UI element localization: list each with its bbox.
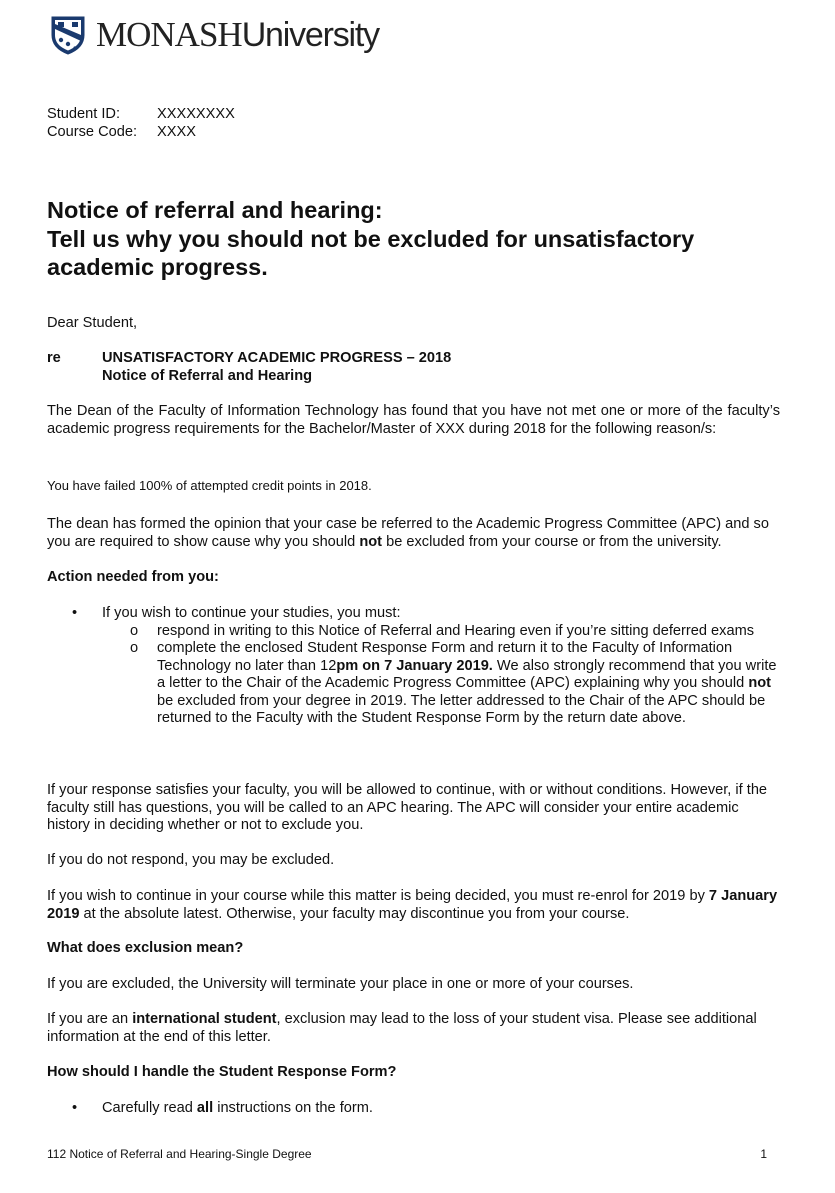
dean-text-a: The dean has formed the opinion that your case be referred to the Academic Progress Committee (APC) and so you are required to show cause why you should [47,516,769,550]
form-bullet-text-a: Carefully read [102,1100,197,1116]
footer-page-number: 1 [760,1147,767,1161]
greeting: Dear Student, [47,315,138,331]
title-line-1: Notice of referral and hearing: [47,197,383,223]
student-meta [47,106,235,141]
form-list [47,1100,780,1118]
not-respond-paragraph: If you do not respond, you may be excluded. [47,852,335,868]
sub2-deadline: pm on 7 January 2019. [336,657,493,674]
logo-wordmark-bold: MONASH [96,15,242,54]
action-list [47,605,780,728]
title-line-2: Tell us why you should not be excluded for unsatisfactory academic progress. [47,225,695,280]
bullet-glyph: • [72,1100,78,1116]
re-subtitle: Notice of Referral and Hearing [102,367,313,384]
sub2-not: not [748,675,772,691]
logo-wordmark-thin: University [241,16,379,54]
exclusion-heading: What does exclusion mean? [47,940,244,956]
dean-text-c: be excluded from your course or from the university. [382,533,722,550]
re-label: re [47,350,61,366]
sub-bullet-glyph: o [130,640,139,656]
dean-paragraph [47,516,780,551]
re-subject: UNSATISFACTORY ACADEMIC PROGRESS – 2018 [102,350,452,366]
sub2-text-a: complete the enclosed Student Response Form and return it to the Faculty of Information Technology no later than 12 [157,640,733,674]
sub-item-text [157,640,780,728]
monash-crest-icon [50,15,86,55]
sub2-text-e: be excluded from your degree in 2019. The letter addressed to the Chair of the APC should be returned to the Faculty with the Student Response Form by the return date above. [157,692,766,726]
reenrol-paragraph [47,888,780,923]
reenrol-text-a: If you wish to continue in your course while this matter is being decided, you must re-enrol for 2019 by [47,888,709,904]
reenrol-text-c: at the absolute latest. Otherwise, your faculty may discontinue you from your course. [79,905,630,922]
dean-text-bold: not [359,533,383,550]
sub2-text-c: We also strongly recommend that you write a letter to the Chair of the Academic Progress Committee (APC) explaining why you should [157,657,777,691]
list-item [47,1100,780,1118]
student-id-value: XXXXXXXX [157,106,235,122]
reason-text: You have failed 100% of attempted credit points in 2018. [47,478,372,493]
form-bullet-all: all [196,1100,214,1116]
intl-text-c: , exclusion may lead to the loss of your student visa. Please see additional information at the end of this letter. [47,1011,757,1045]
sub-list-item [102,640,780,728]
intl-text-a: If you are an [47,1011,133,1027]
satisfies-paragraph: If your response satisfies your faculty, you will be allowed to continue, with or without conditions. However, if the faculty still has questions, you will be called to an APC hearing. The APC will consider your entire academic history in deciding whether or not to exclude you. [47,782,768,833]
form-heading: How should I handle the Student Response Form? [47,1064,397,1080]
form-bullet-text-c: instructions on the form. [213,1100,373,1116]
re-block [47,350,451,385]
intl-bold: international student [132,1011,277,1027]
sub-item-text: respond in writing to this Notice of Referral and Hearing even if you’re sitting deferred exams [157,622,755,639]
bullet-text [102,1100,373,1118]
page-footer [47,1147,767,1161]
student-id-label: Student ID: [47,106,121,122]
intro-paragraph: The Dean of the Faculty of Information Technology has found that you have not met one or more of the faculty’s academic progress requirements for the Bachelor/Master of XXX during 2018 for the following reason/s: [47,403,780,437]
exclusion-paragraph: If you are excluded, the University will terminate your place in one or more of your courses. [47,976,634,992]
logo-wordmark [96,15,379,55]
bullet-text: If you wish to continue your studies, you must: [102,605,401,621]
bullet-glyph: • [72,605,78,621]
sub-list-item [102,623,780,641]
course-code-label: Course Code: [47,123,138,140]
course-code-value: XXXX [157,123,196,140]
monash-logo [50,14,379,56]
international-paragraph [47,1011,780,1046]
list-item [47,605,780,623]
page-title [47,196,807,282]
action-heading: Action needed from you: [47,569,219,585]
reenrol-date: 7 January 2019 [47,888,778,922]
sub-bullet-glyph: o [130,622,139,639]
footer-doc-name: 112 Notice of Referral and Hearing-Single Degree [47,1147,312,1161]
